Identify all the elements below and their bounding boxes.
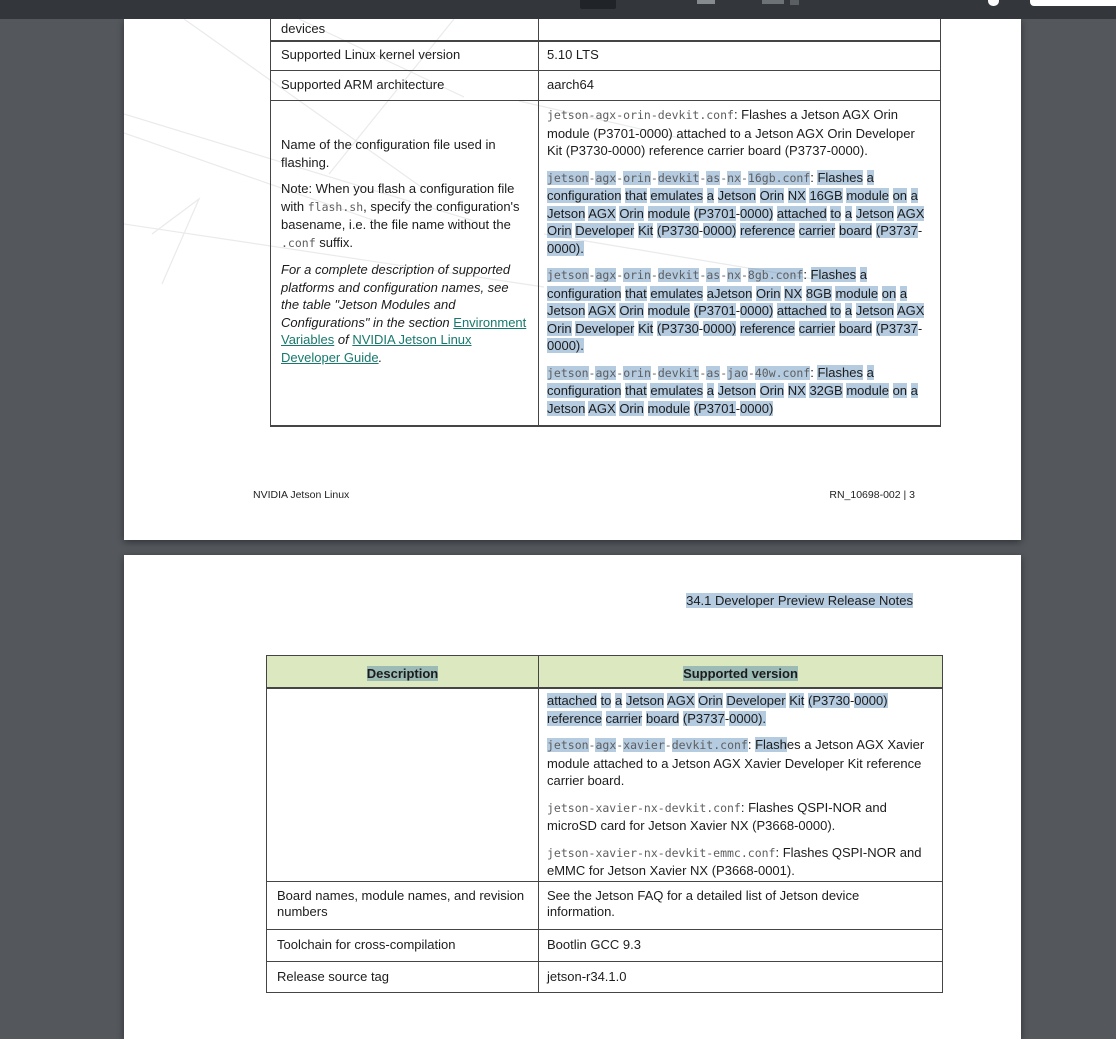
text-run: : <box>810 169 818 185</box>
table-cell-config-description <box>281 136 529 366</box>
specs-table-page4 <box>266 655 943 993</box>
text-run: 0000). <box>729 710 767 726</box>
text-run: Flashes <box>817 169 863 185</box>
text-run: a <box>866 169 874 185</box>
table-cell-value: Bootlin GCC 9.3 <box>547 937 641 952</box>
text-run: (P3737 <box>875 320 918 336</box>
text-run: Orin <box>755 285 781 301</box>
table-cell-label: Toolchain for cross-compilation <box>277 937 456 952</box>
text-run: - <box>699 170 707 185</box>
toolbar-button-fragment <box>988 0 999 6</box>
text-run: - <box>720 365 728 380</box>
text-run: - <box>664 738 672 752</box>
text-run: emulates <box>650 383 704 398</box>
text-run: : <box>803 267 811 282</box>
text-run: configuration <box>547 285 622 301</box>
text-run: that <box>625 285 647 301</box>
text-run: - <box>699 365 707 380</box>
text-run: - <box>917 223 923 238</box>
text-run: 8gb.conf <box>747 268 804 282</box>
table-cell-value: jetson-r34.1.0 <box>547 969 627 984</box>
text-run: reference <box>547 710 602 726</box>
footer-document-title: NVIDIA Jetson Linux <box>253 489 350 501</box>
text-run: board <box>839 320 873 336</box>
page-number-input[interactable] <box>580 0 616 9</box>
text-run: Orin <box>619 303 644 318</box>
text-run: configuration <box>547 188 622 203</box>
text-run: devkit <box>657 268 700 282</box>
row-border <box>271 70 940 71</box>
text-run: 16gb.conf <box>747 170 811 185</box>
text-run: module <box>647 303 691 318</box>
text-run: reference <box>740 320 795 336</box>
table-header-supported-version <box>539 665 942 683</box>
pdf-page-4 <box>124 555 1021 1039</box>
text-run: , specify the configuration's basename, i.e. the file name without the <box>281 198 520 232</box>
text-run: NX <box>787 383 806 398</box>
text-run: : Flashes QSPI-NOR and eMMC for Jetson Xavier NX (P3668-0001). <box>547 844 922 878</box>
text-run: 0000) <box>740 303 774 318</box>
table-cell-config-list <box>547 106 933 417</box>
text-run: orin <box>623 170 651 185</box>
text-run: agx <box>595 738 617 752</box>
paragraph <box>267 665 538 683</box>
hyperlink[interactable]: Environment Variables <box>281 314 527 347</box>
text-run <box>597 693 601 708</box>
text-run: - <box>740 268 748 282</box>
footer-doc-id-page-number: RN_10698-002 | 3 <box>829 489 915 501</box>
text-run: 34.1 Developer Preview Release Notes <box>686 593 913 608</box>
text-run: : Flashes a Jetson AGX Orin module (P3701-0000) attached to a Jetson AGX Orin Developer Kit (P3730-0000) reference carrier board (P3737-0000). <box>547 107 915 158</box>
paragraph <box>281 261 529 366</box>
text-run: a <box>706 383 714 398</box>
text-run: - <box>735 303 741 318</box>
text-run: - <box>588 170 596 185</box>
text-run: : <box>747 737 756 752</box>
toolbar-icon-fragment <box>697 0 715 4</box>
text-run: Flash <box>755 737 787 752</box>
text-run: AGX <box>896 205 925 221</box>
text-run: configuration <box>547 383 622 398</box>
text-run: attached <box>547 693 597 708</box>
text-run: Jetson <box>547 205 586 221</box>
text-run: - <box>699 268 707 282</box>
text-run: board <box>839 223 873 238</box>
text-run <box>644 206 648 221</box>
text-run: a <box>844 205 853 221</box>
text-run: Orin <box>619 400 644 416</box>
text-run: AGX <box>896 303 925 318</box>
paragraph <box>686 592 913 610</box>
running-header <box>686 592 913 610</box>
text-run: (P3701 <box>693 205 736 221</box>
text-run: emulates <box>650 285 704 301</box>
text-run: NX <box>787 188 806 203</box>
text-run: 40w.conf <box>754 365 811 380</box>
text-run: devkit.conf <box>671 738 748 752</box>
table-cell-label: Supported Linux kernel version <box>281 47 461 62</box>
text-run: - <box>747 365 755 380</box>
table-cell-devices-clipped <box>281 19 531 39</box>
table-cell-config-list-continued <box>547 692 933 880</box>
paragraph <box>547 799 933 835</box>
text-run: AGX <box>667 693 695 708</box>
text-run: Jetson <box>547 400 586 416</box>
text-run: nx <box>727 268 741 282</box>
text-run: Orin <box>759 188 785 203</box>
text-run: - <box>698 223 704 238</box>
text-run: AGX <box>588 400 616 416</box>
text-run: module <box>835 285 879 301</box>
text-run: devkit <box>657 170 700 185</box>
text-run: a <box>859 267 867 282</box>
text-run: For a complete description of supported platforms and configuration names, see the table "Jetson Modules and Configurations" in the section <box>281 262 511 330</box>
text-run: (P3737 <box>682 710 725 726</box>
paragraph <box>547 266 933 355</box>
text-run: reference <box>740 223 795 238</box>
text-run: .conf <box>281 235 316 250</box>
text-run <box>644 401 648 416</box>
text-run: orin <box>623 268 651 282</box>
text-run: module <box>647 205 691 221</box>
text-run: Developer <box>726 693 786 708</box>
text-run: to <box>830 205 842 221</box>
paragraph <box>281 136 529 171</box>
table-cell-label: Release source tag <box>277 969 390 984</box>
paragraph <box>547 692 933 727</box>
text-run: Kit <box>789 693 805 708</box>
paragraph <box>547 736 933 790</box>
table-cell-value: See the Jetson FAQ for a detailed list of Jetson device information. <box>547 888 860 919</box>
text-run: Jetson <box>625 693 665 708</box>
text-run: on <box>892 383 908 398</box>
text-run: jetson <box>547 170 589 185</box>
text-run: Description <box>366 666 439 681</box>
text-run: devices <box>281 21 326 36</box>
text-run: NX <box>784 285 803 301</box>
text-run: as <box>706 170 721 185</box>
text-run: : <box>810 364 818 380</box>
text-run: (P3737 <box>875 223 918 238</box>
text-run: Developer <box>575 320 635 336</box>
text-run: jetson <box>547 738 589 752</box>
text-run: (P3730 <box>656 320 699 336</box>
text-run <box>602 711 606 726</box>
paragraph <box>547 106 933 160</box>
text-run: - <box>588 738 596 752</box>
specs-table-page3 <box>270 19 941 427</box>
text-run: attached <box>776 205 827 221</box>
text-run: - <box>849 693 855 708</box>
text-run: attached <box>776 303 827 318</box>
text-run: 0000) <box>740 400 774 416</box>
text-run: as <box>706 268 721 282</box>
text-run: jetson-xavier-nx-devkit-emmc.conf <box>547 845 776 860</box>
column-divider <box>538 656 539 992</box>
text-run: Jetson <box>855 205 895 221</box>
text-run: Developer <box>575 223 635 238</box>
table-cell-label: Supported ARM architecture <box>281 77 445 92</box>
table-cell-value: aarch64 <box>547 77 594 92</box>
text-run: jetson-agx-orin-devkit.conf <box>547 108 734 122</box>
text-run: - <box>740 170 748 185</box>
text-run: 0000) <box>703 320 737 336</box>
text-run: a <box>706 188 714 203</box>
text-run: module <box>846 188 889 203</box>
text-run: on <box>881 285 897 301</box>
text-run: to <box>600 693 612 708</box>
text-run: - <box>616 738 624 752</box>
text-run: Flashes <box>810 267 857 282</box>
row-border <box>271 40 940 42</box>
text-run: xavier <box>623 738 665 752</box>
text-run: module <box>846 383 889 398</box>
row-border <box>267 929 942 930</box>
text-run <box>644 303 648 318</box>
text-run: agx <box>595 365 617 380</box>
text-run: AGX <box>588 303 616 318</box>
paragraph <box>547 169 933 258</box>
text-run: a <box>910 383 918 398</box>
paragraph <box>547 364 933 418</box>
text-run: Kit <box>638 223 654 238</box>
text-run: 0000). <box>547 338 584 353</box>
text-run: - <box>720 170 728 185</box>
text-run: AGX <box>588 205 616 221</box>
text-run: - <box>616 268 624 282</box>
text-run: es a Jetson AGX Xavier module attached to a Jetson AGX Xavier Developer Kit reference carrier board. <box>547 737 925 788</box>
text-run: 0000). <box>547 240 584 256</box>
text-run: devkit <box>657 365 700 380</box>
text-run: 0000) <box>854 693 888 708</box>
text-run: Jetson <box>547 303 586 318</box>
text-run: agx <box>595 268 617 282</box>
text-run: Orin <box>759 383 785 398</box>
text-run: 8GB <box>805 285 832 301</box>
text-run: Jetson <box>717 383 756 398</box>
text-run: nx <box>727 170 741 185</box>
text-run: board <box>646 710 680 726</box>
text-run: - <box>917 320 923 336</box>
text-run: 0000) <box>740 205 774 221</box>
paragraph <box>281 20 531 38</box>
text-run: a <box>899 285 908 301</box>
text-run: Flashes <box>817 364 863 380</box>
text-run: agx <box>595 170 617 185</box>
toolbar-icon-fragment <box>762 0 784 4</box>
row-border <box>267 881 942 882</box>
text-run: of <box>334 332 353 347</box>
text-run: Jetson <box>717 188 756 203</box>
text-run: - <box>588 268 596 282</box>
text-run: that <box>625 188 647 203</box>
text-run: as <box>706 365 721 380</box>
viewer-toolbar <box>0 0 1116 19</box>
text-run: Kit <box>638 320 654 336</box>
paragraph <box>539 665 942 683</box>
text-run: jetson <box>547 365 589 380</box>
text-run: Name of the configuration file used in flashing. <box>281 137 496 170</box>
text-run: . <box>378 349 383 365</box>
browser-search-box[interactable] <box>1030 0 1116 6</box>
text-run: suffix. <box>315 234 353 250</box>
text-run: 16GB <box>809 188 843 203</box>
text-run: Orin <box>547 223 572 238</box>
text-run: - <box>588 365 596 380</box>
text-run: (P3701 <box>693 400 736 416</box>
text-run: Jetson <box>855 303 895 318</box>
hyperlink[interactable]: NVIDIA Jetson Linux Developer Guide <box>281 332 472 365</box>
text-run: - <box>650 268 658 282</box>
table-header-description <box>267 665 538 683</box>
text-run: Orin <box>698 693 723 708</box>
text-run: Orin <box>619 205 644 221</box>
text-run: flash.sh <box>307 199 364 214</box>
text-run: - <box>616 365 624 380</box>
text-run: Orin <box>547 320 572 336</box>
text-run: (P3730 <box>808 693 850 708</box>
text-run: 0000) <box>703 223 737 238</box>
table-cell-label: Board names, module names, and revision numbers <box>277 888 525 919</box>
text-run: a <box>844 303 853 318</box>
text-run: a <box>614 693 623 708</box>
text-run: on <box>892 188 908 203</box>
text-run: jetson <box>547 268 589 282</box>
row-border <box>267 961 942 962</box>
text-run: - <box>720 268 728 282</box>
text-run: Supported version <box>683 666 798 681</box>
text-run: (P3730 <box>656 223 699 238</box>
text-run: to <box>830 303 842 318</box>
text-run: carrier <box>798 223 836 238</box>
text-run: 32GB <box>809 383 843 398</box>
text-run: jao <box>727 365 748 380</box>
paragraph <box>547 844 933 880</box>
toolbar-icon-fragment <box>790 0 799 5</box>
row-border <box>271 100 940 101</box>
text-run: - <box>616 170 624 185</box>
pdf-page-3 <box>124 19 1021 540</box>
text-run: - <box>735 205 741 221</box>
text-run: a <box>866 364 874 380</box>
paragraph <box>281 180 529 252</box>
text-run: : Flashes QSPI-NOR and microSD card for Jetson Xavier NX (P3668-0000). <box>547 799 887 833</box>
text-run: orin <box>623 365 651 380</box>
text-run: (P3701 <box>693 303 736 318</box>
text-run: a <box>910 188 918 203</box>
text-run: that <box>625 383 647 398</box>
column-divider <box>538 19 539 425</box>
text-run: carrier <box>605 710 643 726</box>
text-run: module <box>647 400 691 416</box>
text-run: emulates <box>650 188 704 203</box>
text-run: - <box>735 400 741 416</box>
text-run: - <box>724 710 730 726</box>
text-run: - <box>698 320 704 336</box>
text-run: - <box>650 170 658 185</box>
text-run: aJetson <box>706 285 753 301</box>
table-cell-value: 5.10 LTS <box>547 47 599 62</box>
text-run: Note: When you flash a configuration file with <box>281 181 515 214</box>
text-run: carrier <box>798 320 836 336</box>
text-run: jetson-xavier-nx-devkit.conf <box>547 800 741 815</box>
text-run: - <box>650 365 658 380</box>
